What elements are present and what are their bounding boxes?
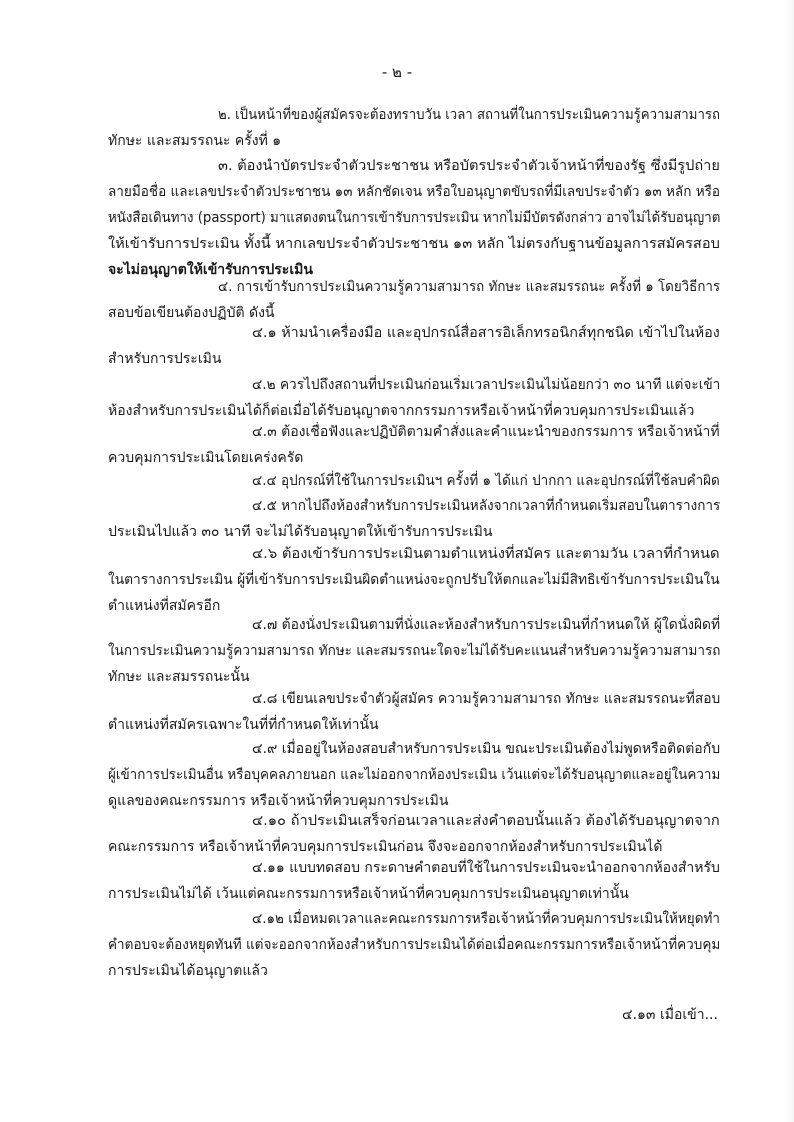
text-line: สำหรับการประเมิน (108, 351, 222, 367)
text-line: ๔.๓ ต้องเชื่อฟังและปฏิบัติตามคำสั่งและคำแนะนำของกรรมการ หรือเจ้าหน้าที่ (252, 424, 720, 440)
text-line: ผู้เข้าการประเมินอื่น หรือบุคคลภายนอก และไม่ออกจากห้องประเมิน เว้นแต่จะได้รับอนุญาตและอยู่ในความ (108, 767, 721, 783)
text-line: ๔.๖ ต้องเข้ารับการประเมินตามตำแหน่งที่สมัคร และตามวัน เวลาที่กำหนด (252, 546, 720, 562)
text-line: ในตารางการประเมิน ผู้ที่เข้ารับการประเมินผิดตำแหน่งจะถูกปรับให้ตกและไม่มีสิทธิเข้ารับการประเมินใน (108, 572, 720, 588)
text-line: ๔.๔ อุปกรณ์ที่ใช้ในการประเมินฯ ครั้งที่ ๑ ได้แก่ ปากกา และอุปกรณ์ที่ใช้ลบคำผิด (252, 473, 720, 489)
text-line: ๔.๗ ต้องนั่งประเมินตามที่นั่งและห้องสำหรับการประเมินที่กำหนดให้ ผู้ใดนั่งผิดที่ (252, 617, 721, 633)
text-line: ๔. การเข้ารับการประเมินความรู้ความสามารถ ทักษะ และสมรรถนะ ครั้งที่ ๑ โดยวิธีการ (218, 279, 721, 295)
text-line: ๔.๑ ห้ามนำเครื่องมือ และอุปกรณ์สื่อสารอิเล็กทรอนิกส์ทุกชนิด เข้าไปในห้อง (252, 325, 720, 341)
text-line: คณะกรรมการ หรือเจ้าหน้าที่ควบคุมการประเมินก่อน จึงจะออกจากห้องสำหรับการประเมินได้ (108, 839, 663, 855)
text-line: ห้องสำหรับการประเมินได้ก็ต่อเมื่อได้รับอนุญาตจากกรรมการหรือเจ้าหน้าที่ควบคุมการประเมินแล้ว (108, 403, 695, 419)
text-line: ๔.๙ เมื่ออยู่ในห้องสอบสำหรับการประเมิน ขณะประเมินต้องไม่พูดหรือติดต่อกับ (252, 741, 721, 757)
text-line: ๔.๑๑ แบบทดสอบ กระดาษคำตอบที่ใช้ในการประเมินจะนำออกจากห้องสำหรับ (252, 860, 720, 876)
text-line: ๔.๘ เขียนเลขประจำตัวผู้สมัคร ความรู้ความสามารถ ทักษะ และสมรรถนะที่สอบ (252, 691, 721, 707)
text-line: ประเมินไปแล้ว ๓๐ นาที จะไม่ได้รับอนุญาตให้เข้ารับการประเมิน (108, 524, 493, 540)
text-line: ๔.๒ ควรไปถึงสถานที่ประเมินก่อนเริ่มเวลาประเมินไม่น้อยกว่า ๓๐ นาที แต่จะเข้า (252, 377, 721, 393)
text-line: ดูแลของคณะกรรมการ หรือเจ้าหน้าที่ควบคุมการประเมิน (108, 793, 449, 809)
text-line: จะไม่อนุญาตให้เข้ารับการประเมิน (108, 262, 313, 278)
text-line: ๒. เป็นหน้าที่ของผู้สมัครจะต้องทราบวัน เวลา สถานที่ในการประเมินความรู้ความสามารถ (218, 107, 721, 123)
text-line: ให้เข้ารับการประเมิน ทั้งนี้ หากเลขประจำตัวประชาชน ๑๓ หลัก ไม่ตรงกับฐานข้อมูลการสมัครสอบ (108, 236, 720, 252)
text-line: ลายมือชื่อ และเลขประจำตัวประชาชน ๑๓ หลักชัดเจน หรือใบอนุญาตขับรถที่มีเลขประจำตัว ๑๓ หลัก หรือ (108, 184, 721, 200)
text-line: ๓. ต้องนำบัตรประจำตัวประชาชน หรือบัตรประจำตัวเจ้าหน้าที่ของรัฐ ซึ่งมีรูปถ่าย (218, 158, 720, 174)
text-line: ทักษะ และสมรรถนะ ครั้งที่ ๑ (108, 133, 282, 149)
text-line: การประเมินไม่ได้ เว้นแต่คณะกรรมการหรือเจ้าหน้าที่ควบคุมการประเมินอนุญาตเท่านั้น (108, 886, 629, 902)
text-line: ๔.๕ หากไปถึงห้องสำหรับการประเมินหลังจากเวลาที่กำหนดเริ่มสอบในตารางการ (252, 498, 721, 514)
text-line: การประเมินได้อนุญาตแล้ว (108, 963, 268, 979)
continuation-text: ๔.๑๓ เมื่อเข้า... (622, 1007, 718, 1023)
text-line: ตำแหน่งที่สมัครเฉพาะในที่ที่กำหนดให้เท่านั้น (108, 717, 379, 733)
text-line: ในการประเมินความรู้ความสามารถ ทักษะ และสมรรถนะใดจะไม่ได้รับคะแนนสำหรับความรู้ความสามารถ (108, 643, 721, 659)
text-line: ทักษะ และสมรรถนะนั้น (108, 669, 250, 685)
page-number: - ๒ - (381, 63, 413, 81)
text-line: คำตอบจะต้องหยุดทันที แต่จะออกจากห้องสำหรับการประเมินได้ต่อเมื่อคณะกรรมการหรือเจ้าหน้าที่ควบคุม (108, 937, 721, 953)
text-line: ควบคุมการประเมินโดยเคร่งครัด (108, 450, 304, 466)
scan-edge (784, 0, 794, 1122)
text-line: ตำแหน่งที่สมัครอีก (108, 598, 221, 614)
text-line: หนังสือเดินทาง (passport) มาแสดงตนในการเข้ารับการประเมิน หากไม่มีบัตรดังกล่าว อาจไม่ได้รับอนุญาต (108, 210, 721, 226)
text-line: ๔.๑๒ เมื่อหมดเวลาและคณะกรรมการหรือเจ้าหน้าที่ควบคุมการประเมินให้หยุดทำ (252, 911, 720, 927)
text-line: สอบข้อเขียนต้องปฏิบัติ ดังนี้ (108, 305, 275, 321)
text-line: ๔.๑๐ ถ้าประเมินเสร็จก่อนเวลาและส่งคำตอบนั้นแล้ว ต้องได้รับอนุญาตจาก (252, 813, 720, 829)
